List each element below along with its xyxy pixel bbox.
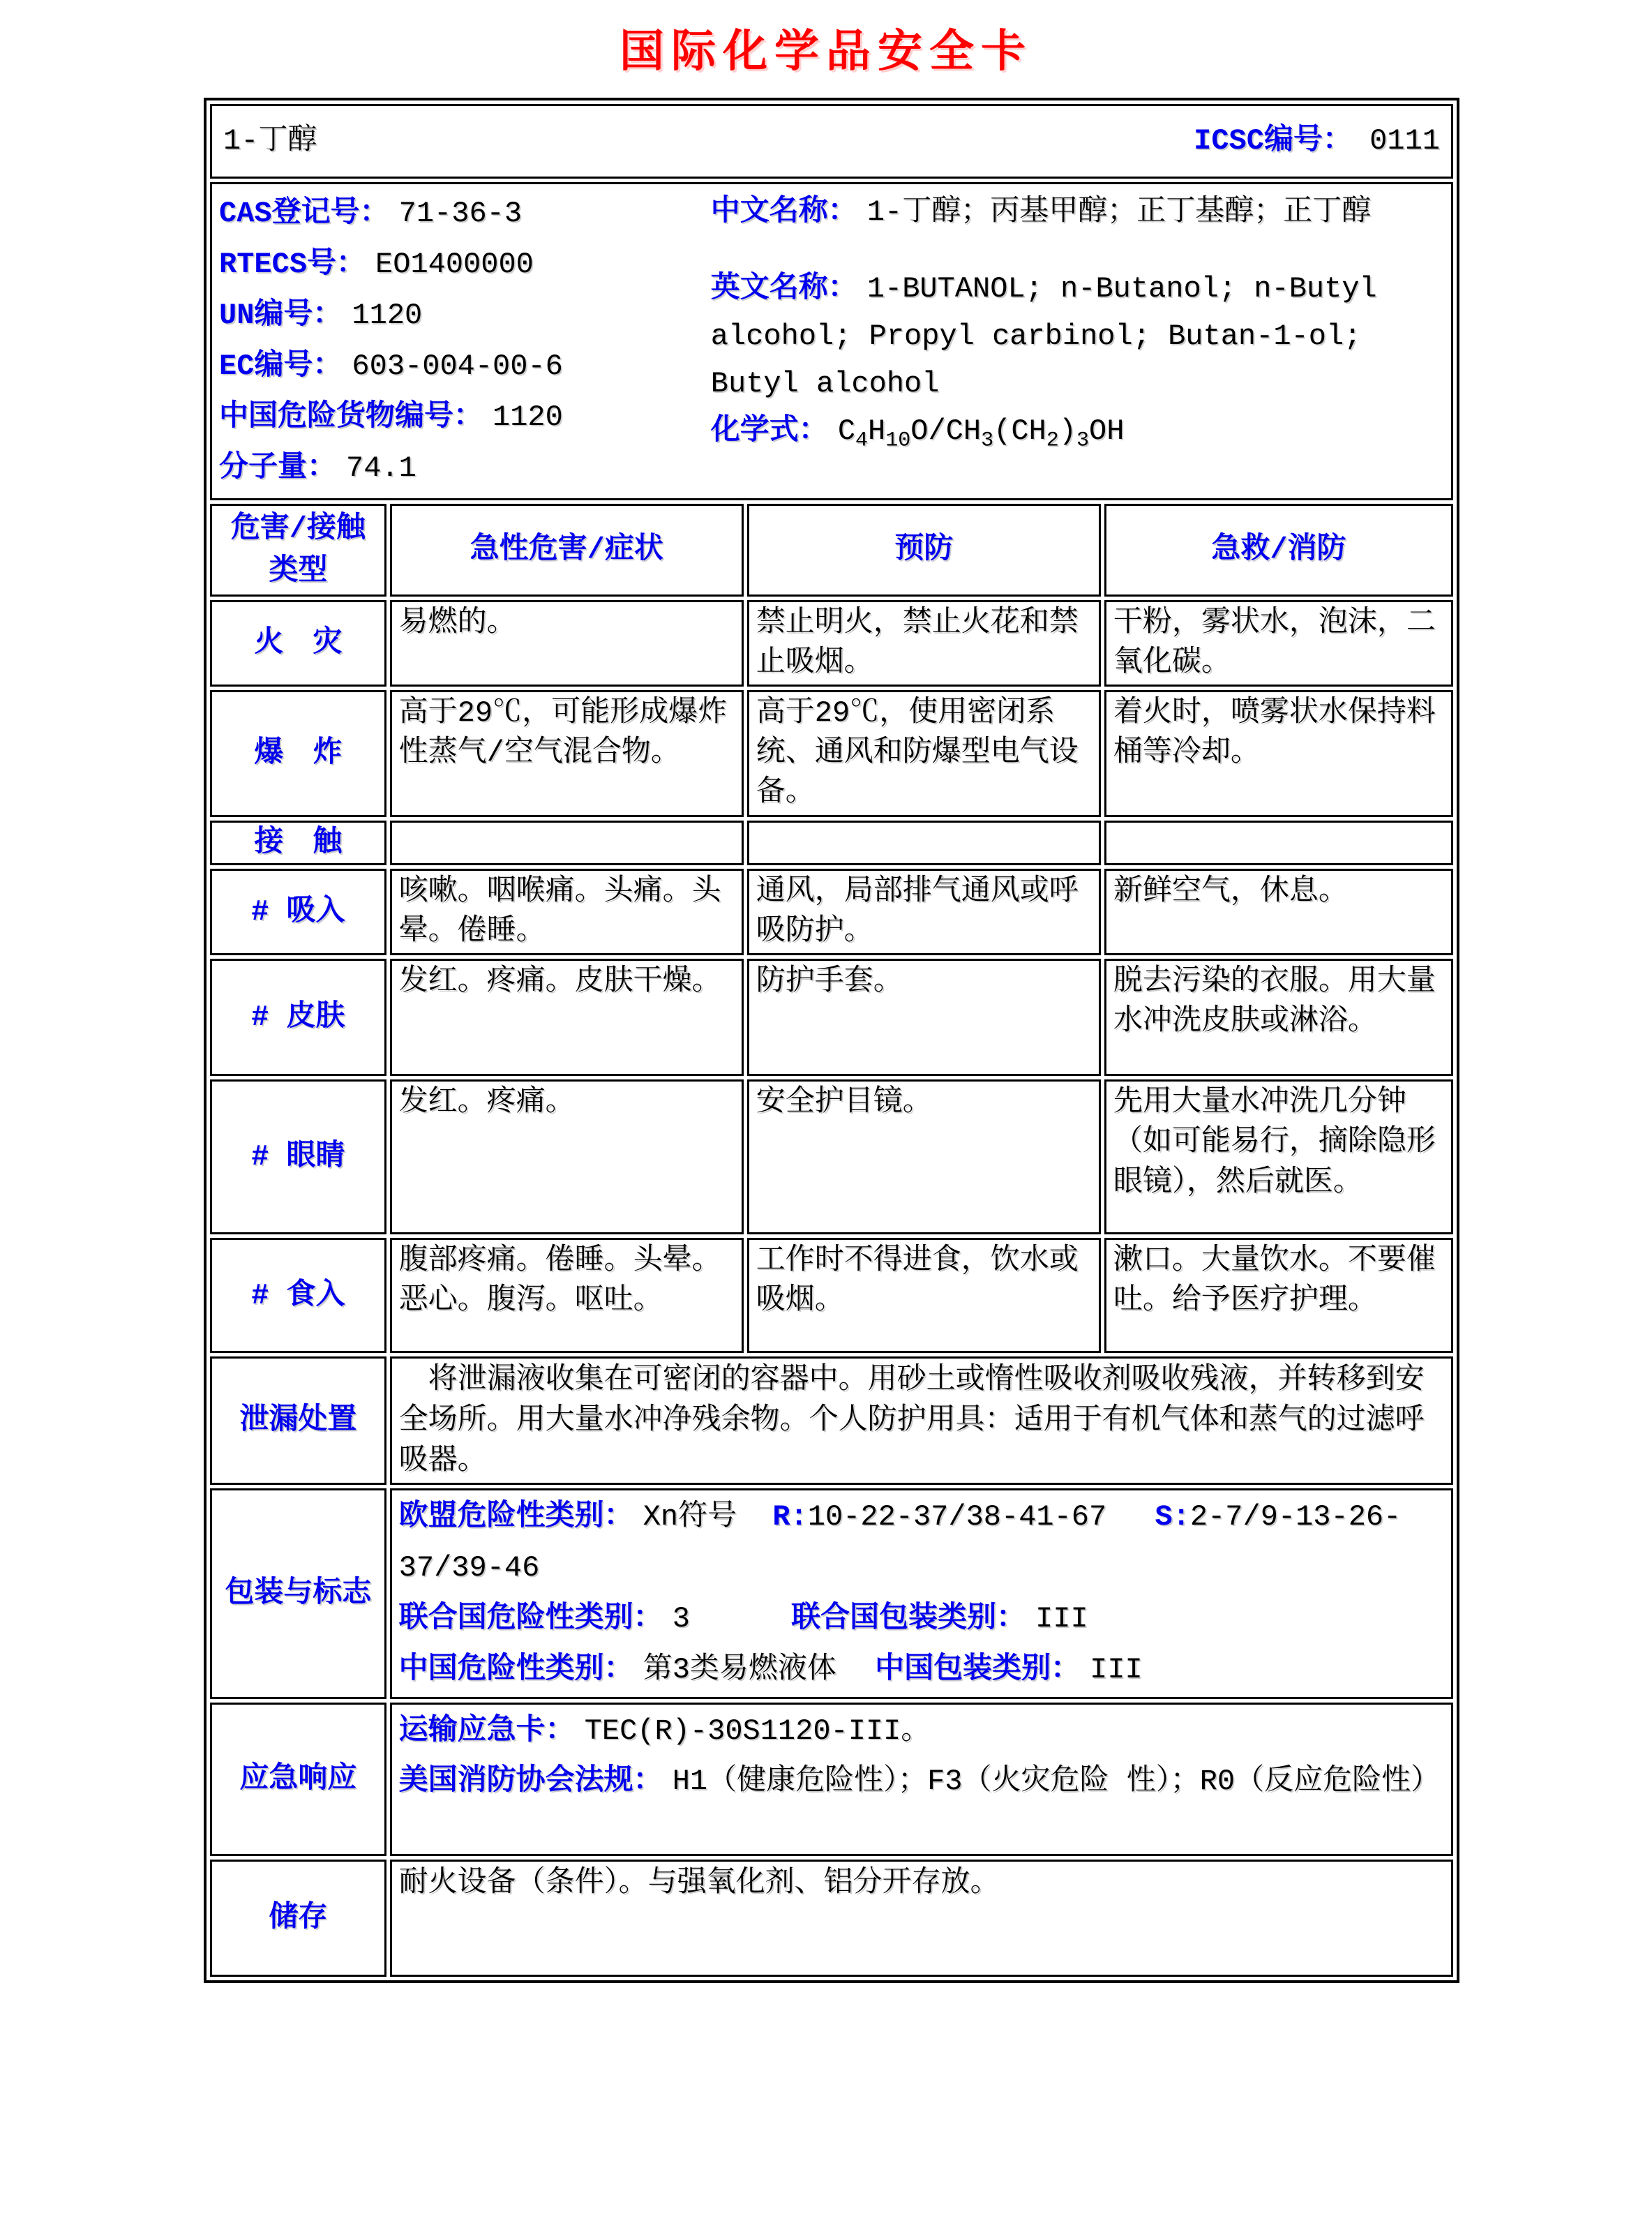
hazard-row-eyes bbox=[210, 1079, 1453, 1234]
eu-hazard-line bbox=[399, 1492, 1444, 1594]
cn-class-value: 第3类易燃液体 bbox=[643, 1653, 836, 1687]
hazard-row-ingestion bbox=[210, 1238, 1453, 1353]
explosion-label: 爆 炸 bbox=[210, 690, 386, 816]
nfpa-line bbox=[399, 1756, 1444, 1807]
header-prevention: 预防 bbox=[747, 504, 1101, 597]
hazard-row-contact bbox=[210, 821, 1453, 866]
english-name-line bbox=[711, 265, 1444, 407]
skin-label: # 皮肤 bbox=[210, 959, 386, 1076]
chinese-name-label: 中文名称： bbox=[710, 195, 857, 229]
header-hazard-type-line1: 危害/接触 bbox=[230, 511, 366, 546]
icsc-card bbox=[204, 98, 1459, 1983]
packaging-row bbox=[210, 1488, 1453, 1699]
hazard-row-explosion bbox=[210, 690, 1453, 816]
s-phrase-value: 2-7/9-13-26-37/39-46 bbox=[398, 1500, 1402, 1585]
eyes-prevention: 安全护目镜。 bbox=[747, 1079, 1101, 1234]
inhalation-prevention: 通风，局部排气通风或呼吸防护。 bbox=[747, 869, 1101, 955]
fire-prevention: 禁止明火，禁止火花和禁止吸烟。 bbox=[747, 600, 1101, 687]
tec-label: 运输应急卡： bbox=[398, 1714, 575, 1749]
emergency-label: 应急响应 bbox=[210, 1703, 386, 1856]
tec-line bbox=[399, 1706, 1444, 1756]
skin-response: 脱去污染的衣服。用大量水冲洗皮肤或淋浴。 bbox=[1104, 959, 1453, 1076]
skin-symptoms: 发红。疼痛。皮肤干燥。 bbox=[390, 959, 744, 1076]
info-cell bbox=[210, 182, 1453, 500]
r-phrase-label: R: bbox=[772, 1500, 808, 1534]
chinese-name-value: 1-丁醇；丙基甲醇；正丁基醇；正丁醇 bbox=[866, 195, 1372, 229]
icsc-number-label: ICSC编号： bbox=[1194, 124, 1352, 158]
un-pack-label: 联合国包装类别： bbox=[791, 1602, 1026, 1636]
storage-row bbox=[210, 1860, 1453, 1977]
info-row bbox=[210, 182, 1453, 500]
emergency-row bbox=[210, 1703, 1453, 1856]
cas-number-line bbox=[219, 188, 711, 239]
ingestion-symptoms: 腹部疼痛。倦睡。头晕。恶心。腹泻。呕吐。 bbox=[390, 1238, 744, 1353]
molecular-weight-value: 74.1 bbox=[346, 451, 416, 485]
contact-prevention bbox=[747, 821, 1101, 866]
header-hazard-type bbox=[210, 504, 386, 597]
cn-pack-value: III bbox=[1090, 1653, 1143, 1687]
contact-response bbox=[1104, 821, 1453, 866]
formula-line bbox=[711, 407, 1444, 455]
hazard-row-fire bbox=[210, 600, 1453, 687]
storage-text: 耐火设备（条件）。与强氧化剂、铝分开存放。 bbox=[390, 1860, 1453, 1977]
english-name-value: 1-BUTANOL; n-Butanol; n-Butyl alcohol; Propyl carbinol; Butan-1-ol; Butyl alcohol bbox=[710, 272, 1377, 401]
header-hazard-type-line2: 类型 bbox=[269, 554, 328, 588]
cn-pack-label: 中国包装类别： bbox=[875, 1653, 1081, 1687]
un-number-line bbox=[219, 290, 711, 341]
packaging-label: 包装与标志 bbox=[210, 1488, 386, 1699]
contact-label: 接 触 bbox=[210, 821, 386, 866]
identifier-list bbox=[219, 188, 711, 494]
cn-class-line bbox=[399, 1645, 1444, 1696]
un-class-value: 3 bbox=[672, 1602, 690, 1636]
ingestion-response: 漱口。大量饮水。不要催吐。给予医疗护理。 bbox=[1104, 1238, 1453, 1353]
explosion-prevention: 高于29℃，使用密闭系统、通风和防爆型电气设备。 bbox=[747, 690, 1101, 816]
ec-label: EC编号： bbox=[219, 350, 343, 383]
molecular-weight-label: 分子量： bbox=[219, 451, 337, 485]
nfpa-value: H1（健康危险性）；F3（火灾危险 性）；R0（反应危险性） bbox=[672, 1765, 1441, 1799]
eu-hazard-label: 欧盟危险性类别： bbox=[398, 1500, 633, 1534]
un-pack-value: III bbox=[1035, 1602, 1088, 1636]
un-class-label: 联合国危险性类别： bbox=[398, 1602, 663, 1636]
fire-label: 火 灾 bbox=[210, 600, 386, 687]
spill-label: 泄漏处置 bbox=[210, 1356, 386, 1485]
inhalation-label: # 吸入 bbox=[210, 869, 386, 955]
eyes-response: 先用大量水冲洗几分钟（如可能易行，摘除隐形眼镜），然后就医。 bbox=[1104, 1079, 1453, 1234]
chinese-name-line bbox=[711, 188, 1444, 236]
icsc-number-group bbox=[1194, 121, 1440, 161]
formula-label: 化学式： bbox=[710, 414, 828, 448]
spill-text: 将泄漏液收集在可密闭的容器中。用砂土或惰性吸收剂吸收残液，并转移到安全场所。用大量水冲净残余物。个人防护用具：适用于有机气体和蒸气的过滤呼吸器。 bbox=[390, 1356, 1453, 1485]
un-label: UN编号： bbox=[219, 299, 343, 332]
cas-label: CAS登记号： bbox=[219, 197, 389, 230]
nfpa-label: 美国消防协会法规： bbox=[398, 1765, 663, 1799]
name-row bbox=[210, 104, 1453, 179]
page-title: 国际化学品安全卡 bbox=[620, 26, 1032, 76]
chemical-formula-value: $C_4H_{10}O/CH_3(CH_2)_3OH$ bbox=[837, 414, 1125, 453]
ec-value: 603-004-00-6 bbox=[352, 350, 563, 383]
r-phrase-value: 10-22-37/38-41-67 bbox=[807, 1500, 1107, 1534]
hazard-row-skin bbox=[210, 959, 1453, 1076]
explosion-response: 着火时，喷雾状水保持料桶等冷却。 bbox=[1104, 690, 1453, 816]
rtecs-value: EO1400000 bbox=[375, 248, 534, 281]
china-dg-number-line bbox=[219, 392, 711, 443]
ingestion-prevention: 工作时不得进食，饮水或吸烟。 bbox=[747, 1238, 1101, 1353]
storage-label: 储存 bbox=[210, 1860, 386, 1977]
un-value: 1120 bbox=[352, 299, 423, 332]
cn-class-label: 中国危险性类别： bbox=[398, 1653, 633, 1687]
eyes-label: # 眼睛 bbox=[210, 1079, 386, 1234]
hazard-row-inhalation bbox=[210, 869, 1453, 955]
contact-symptoms bbox=[390, 821, 744, 866]
name-row-cell bbox=[210, 104, 1453, 179]
header-symptoms: 急性危害/症状 bbox=[390, 504, 744, 597]
header-response: 急救/消防 bbox=[1104, 504, 1453, 597]
english-name-label: 英文名称： bbox=[710, 272, 857, 306]
eu-hazard-value: Xn符号 bbox=[643, 1500, 737, 1534]
spill-row bbox=[210, 1356, 1453, 1485]
rtecs-label: RTECS号： bbox=[219, 248, 366, 281]
fire-symptoms: 易燃的。 bbox=[390, 600, 744, 687]
eyes-symptoms: 发红。疼痛。 bbox=[390, 1079, 744, 1234]
skin-prevention: 防护手套。 bbox=[747, 959, 1101, 1076]
un-class-line bbox=[399, 1594, 1444, 1645]
tec-value: TEC(R)-30S1120-III。 bbox=[584, 1714, 931, 1749]
china-dg-value: 1120 bbox=[493, 401, 563, 434]
fire-response: 干粉，雾状水，泡沫，二氧化碳。 bbox=[1104, 600, 1453, 687]
icsc-table bbox=[204, 98, 1459, 1983]
molecular-weight-line bbox=[219, 443, 711, 494]
emergency-content bbox=[390, 1703, 1453, 1856]
name-list bbox=[711, 188, 1448, 494]
rtecs-number-line bbox=[219, 239, 711, 290]
cas-value: 71-36-3 bbox=[398, 197, 523, 230]
ingestion-label: # 食入 bbox=[210, 1238, 386, 1353]
china-dg-label: 中国危险货物编号： bbox=[219, 401, 483, 434]
hazard-header-row bbox=[210, 504, 1453, 597]
s-phrase-label: S: bbox=[1155, 1500, 1190, 1534]
packaging-content bbox=[390, 1488, 1453, 1699]
icsc-number-value: 0111 bbox=[1369, 124, 1440, 158]
explosion-symptoms: 高于29℃，可能形成爆炸性蒸气/空气混合物。 bbox=[390, 690, 744, 816]
ec-number-line bbox=[219, 341, 711, 392]
inhalation-symptoms: 咳嗽。咽喉痛。头痛。头晕。倦睡。 bbox=[390, 869, 744, 955]
inhalation-response: 新鲜空气，休息。 bbox=[1104, 869, 1453, 955]
chemical-name: 1-丁醇 bbox=[223, 124, 317, 158]
